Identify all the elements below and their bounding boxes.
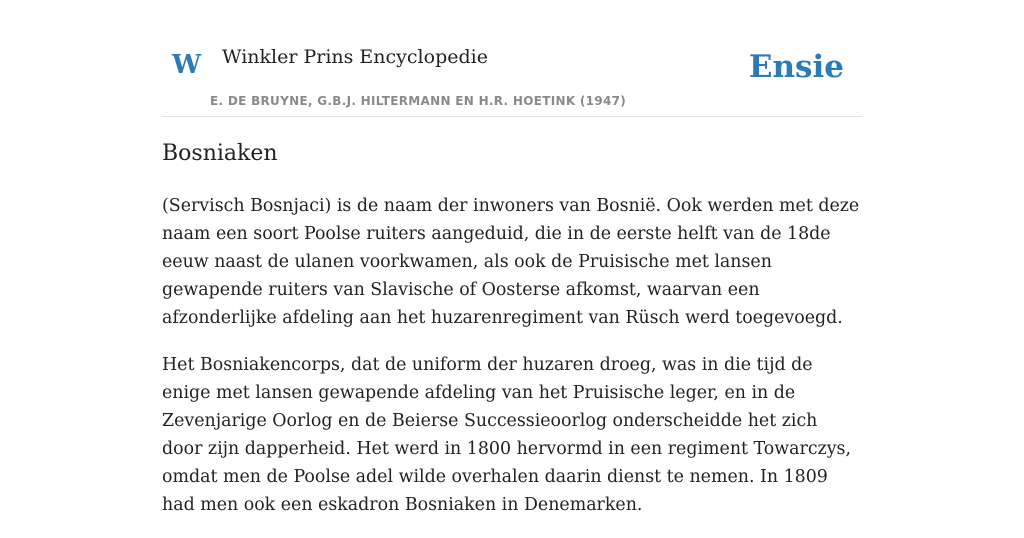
article-paragraph: Het Bosniakencorps, dat de uniform der huzaren droeg, was in die tijd de enige met lansen gewapende afdeling van het Pruisische leger, en in de Zevenjarige Oorlog en de Beierse Successieoorlog onderscheidde het zich door zijn dapperheid. Het werd in 1800 hervormd in een regiment Towarczys, omdat men de Poolse adel wilde overhalen daarin dienst te nemen. In 1809 had men ook een eskadron Bosniaken in Denemarken. [162,355,852,515]
article-body [162,192,862,538]
winkler-prins-logo[interactable]: W [172,50,202,80]
site-header [162,0,862,117]
article-paragraph: (Servisch Bosnjaci) is de naam der inwoners van Bosnië. Ook werden met deze naam een soort Poolse ruiters aangeduid, die in de eerste helft van de 18de eeuw naast de ulanen voorkwamen, als ook de Pruisische met lansen gewapende ruiters van Slavische of Oosterse afkomst, waarvan een afzonderlijke afdeling aan het huzarenregiment van Rüsch werd toegevoegd. [162,196,860,328]
page-container [162,0,862,515]
ensie-logo[interactable]: Ensie [748,49,844,85]
article-title: Bosniaken [162,141,278,166]
source-authors: E. DE BRUYNE, G.B.J. HILTERMANN EN H.R. HOETINK (1947) [210,94,627,108]
source-title[interactable]: Winkler Prins Encyclopedie [222,46,488,68]
